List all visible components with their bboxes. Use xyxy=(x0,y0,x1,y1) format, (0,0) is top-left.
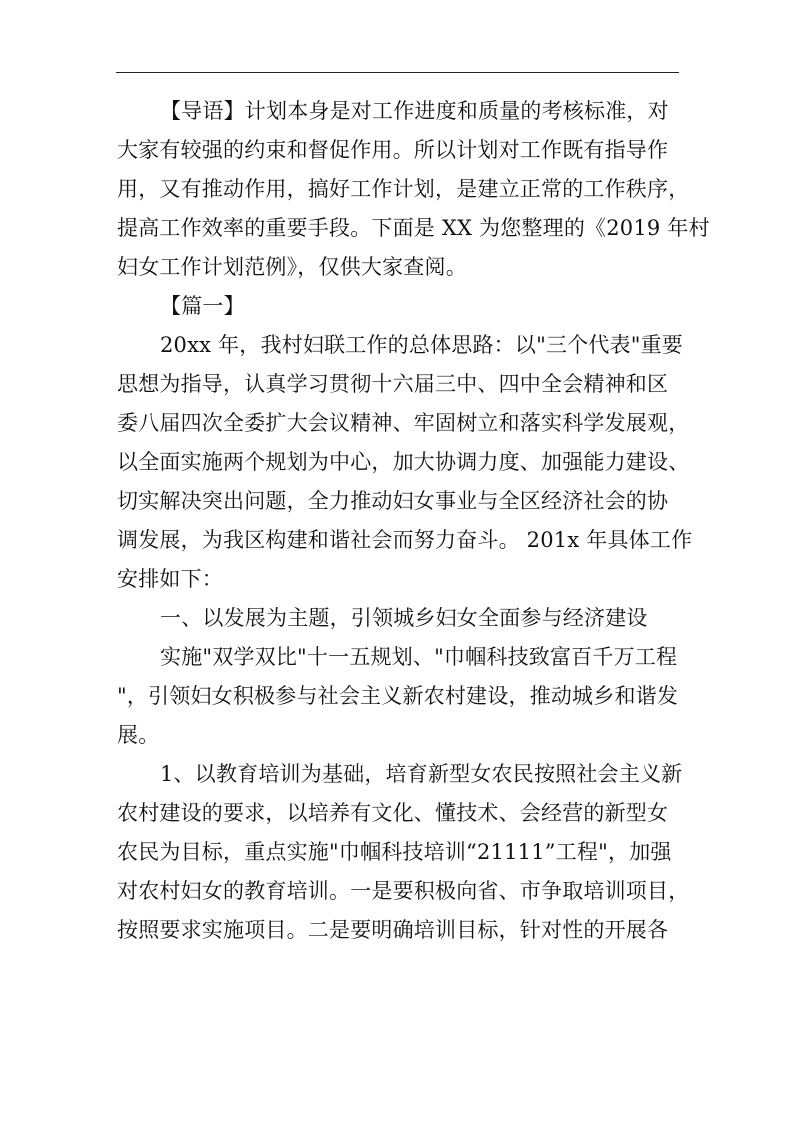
text-line: 大家有较强的约束和督促作用。所以计划对工作既有指导作 xyxy=(117,138,669,162)
text-line: 实施"双学双比"十一五规划、"巾帼科技致富百千万工程 xyxy=(160,645,678,669)
text-line: 按照要求实施项目。二是要明确培训目标，针对性的开展各 xyxy=(117,918,669,942)
text-line: 农民为目标，重点实施"巾帼科技培训“21111”工程"，加强 xyxy=(117,840,672,864)
text-line: "，引领妇女积极参与社会主义新农村建设，推动城乡和谐发 xyxy=(117,684,679,708)
text-line: 以全面实施两个规划为中心，加大协调力度、加强能力建设、 xyxy=(117,450,690,474)
text-line: 农村建设的要求，以培养有文化、懂技术、会经营的新型女 xyxy=(117,801,669,825)
section-heading: 【篇一】 xyxy=(160,294,245,318)
text-line: 安排如下： xyxy=(117,567,223,591)
text-line: 1、以教育培训为基础，培育新型女农民按照社会主义新 xyxy=(160,762,683,786)
text-line: 调发展，为我区构建和谐社会而努力奋斗。 201x 年具体工作 xyxy=(117,528,693,552)
text-line: 【导语】计划本身是对工作进度和质量的考核标准，对 xyxy=(160,99,669,123)
text-line: 用，又有推动作用，搞好工作计划，是建立正常的工作秩序， xyxy=(117,177,690,201)
text-line: 20xx 年，我村妇联工作的总体思路：以"三个代表"重要 xyxy=(160,333,683,357)
subsection-heading: 一、以发展为主题，引领城乡妇女全面参与经济建设 xyxy=(160,606,648,630)
header-rule xyxy=(116,72,679,73)
document-body xyxy=(117,92,710,950)
text-line: 思想为指导，认真学习贯彻十六届三中、四中全会精神和区 xyxy=(117,372,669,396)
text-line: 对农村妇女的教育培训。一是要积极向省、市争取培训项目， xyxy=(117,879,690,903)
text-line: 切实解决突出问题，全力推动妇女事业与全区经济社会的协 xyxy=(117,489,669,513)
text-line: 提高工作效率的重要手段。下面是 XX 为您整理的《2019 年村 xyxy=(117,216,710,240)
text-line: 委八届四次全委扩大会议精神、牢固树立和落实科学发展观， xyxy=(117,411,690,435)
text-line: 妇女工作计划范例》，仅供大家查阅。 xyxy=(117,255,467,279)
text-line: 展。 xyxy=(117,723,160,747)
